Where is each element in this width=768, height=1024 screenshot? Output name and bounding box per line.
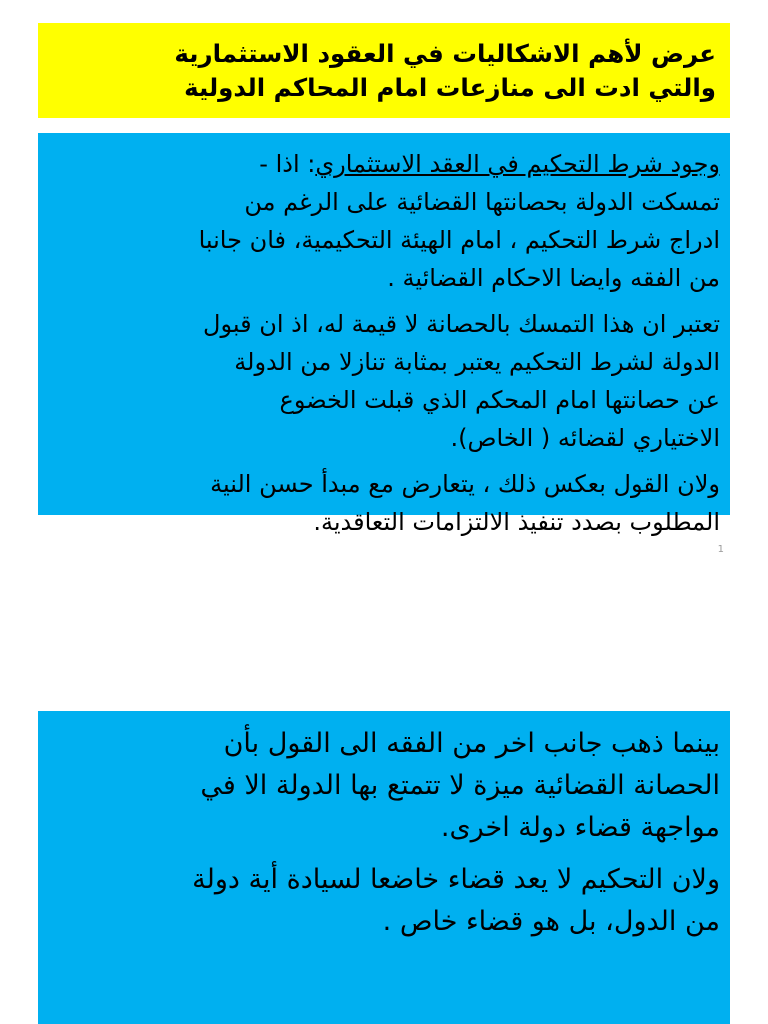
paragraph-line-rest: : اذا - [259, 150, 316, 178]
paragraph-arbitration-clause [48, 145, 720, 297]
paragraph-line [48, 145, 720, 183]
slide-title-line-1: عرض لأهم الاشكاليات في العقود الاستثمارية [174, 39, 716, 68]
slide-title-box [38, 23, 730, 118]
underlined-heading: وجود شرط التحكيم في العقد الاستثماري [315, 150, 720, 178]
paragraph-line: الاختياري لقضائه ( الخاص). [450, 424, 720, 452]
paragraph-line: مواجهة قضاء دولة اخرى. [440, 812, 720, 843]
paragraph-line: الحصانة القضائية ميزة لا تتمتع بها الدولة الا في [200, 770, 720, 801]
paragraph-line: بينما ذهب جانب اخر من الفقه الى القول بأن [223, 728, 720, 759]
paragraph-line: من الدول، بل هو قضاء خاص . [382, 906, 720, 937]
paragraph-opposing-view [48, 723, 720, 849]
paragraph-line: ولان القول بعكس ذلك ، يتعارض مع مبدأ حسن النية [210, 470, 720, 498]
slide-title [52, 37, 716, 105]
paragraph-line: تمسكت الدولة بحصانتها القضائية على الرغم من [244, 188, 720, 216]
slide-title-line-2: والتي ادت الى منازعات امام المحاكم الدولية [184, 73, 716, 102]
paragraph-good-faith [48, 465, 720, 541]
paragraph-line: تعتبر ان هذا التمسك بالحصانة لا قيمة له، اذ ان قبول [203, 310, 720, 338]
paragraph-private-judiciary [48, 859, 720, 943]
slide-2-content-panel [38, 711, 730, 1024]
page-number: 1 [717, 544, 724, 555]
paragraph-line: من الفقه وايضا الاحكام القضائية . [387, 264, 720, 292]
paragraph-line: عن حصانتها امام المحكم الذي قبلت الخضوع [279, 386, 720, 414]
slide-1-content-panel [38, 133, 730, 536]
paragraph-line: ادراج شرط التحكيم ، امام الهيئة التحكيمية، فان جانبا [198, 226, 720, 254]
paragraph-immunity-waiver [48, 305, 720, 457]
paragraph-line: ولان التحكيم لا يعد قضاء خاضعا لسيادة أية دولة [192, 864, 720, 895]
paragraph-line: المطلوب بصدد تنفيذ الالتزامات التعاقدية. [313, 508, 720, 536]
paragraph-line: الدولة لشرط التحكيم يعتبر بمثابة تنازلا من الدولة [234, 348, 720, 376]
